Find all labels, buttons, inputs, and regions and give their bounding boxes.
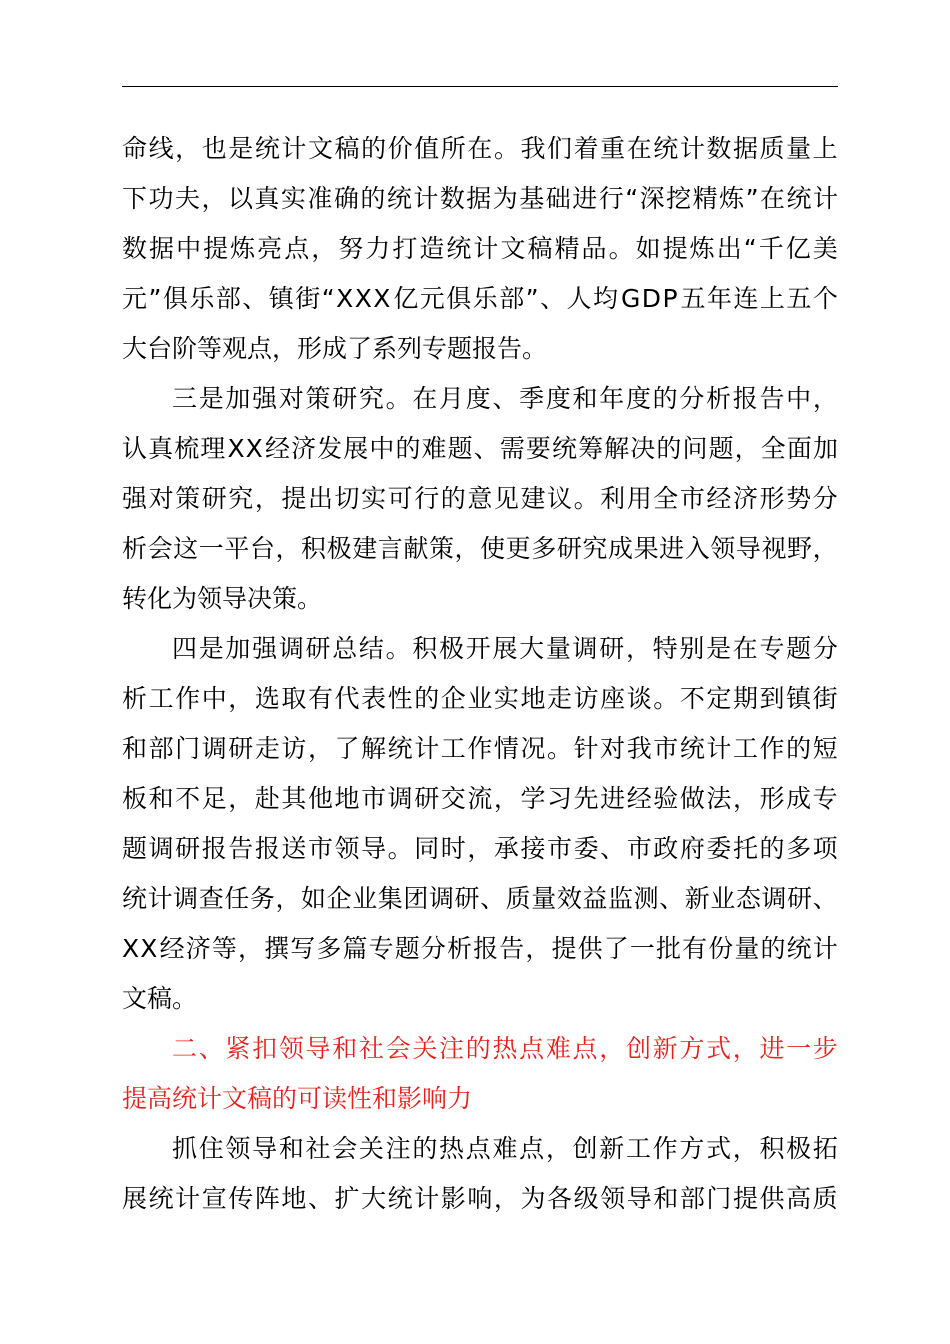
section-heading-line: 二 、 紧 扣 领 导 和 社 会 关 注 的 热 点 难 点 ， 创 新 方 式 ， 进 一 步 bbox=[172, 1034, 838, 1063]
text-line: 和 部 门 调 研 走 访 ， 了 解 统 计 工 作 情 况 。 针 对 我 市 统 计 工 作 的 短 bbox=[122, 734, 838, 763]
text-line: 抓 住 领 导 和 社 会 关 注 的 热 点 难 点 ， 创 新 工 作 方 式 ， 积 极 拓 bbox=[172, 1134, 838, 1163]
text-line: 四 是 加 强 调 研 总 结 。 积 极 开 展 大 量 调 研 ， 特 别 是 在 专 题 分 bbox=[172, 634, 838, 663]
text-line: 命 线 ， 也 是 统 计 文 稿 的 价 值 所 在 。 我 们 着 重 在 统 计 数 据 质 量 上 bbox=[122, 134, 838, 163]
text-line: 转化为领导决策。 bbox=[122, 584, 323, 613]
text-line: 析 会 这 一 平 台 ， 积 极 建 言 献 策 ， 使 更 多 研 究 成 果 进 入 领 导 视 野 ， bbox=[122, 534, 838, 563]
text-line: 元 ” 俱 乐 部 、 镇 街 “ X X X 亿 元 俱 乐 部 ” 、 人 均 G D P 五 年 连 上 五 个 bbox=[122, 284, 838, 313]
text-line: 统 计 调 查 任 务 ， 如 企 业 集 团 调 研 、 质 量 效 益 监 测 、 新 业 态 调 研 、 bbox=[122, 884, 838, 913]
body-text bbox=[122, 124, 838, 1224]
text-line: 文稿。 bbox=[122, 984, 198, 1013]
header-rule bbox=[122, 86, 838, 87]
text-line: 题 调 研 报 告 报 送 市 领 导 。 同 时 ， 承 接 市 委 、 市 政 府 委 托 的 多 项 bbox=[122, 834, 838, 863]
text-line: 下 功 夫 ， 以 真 实 准 确 的 统 计 数 据 为 基 础 进 行 “ 深 挖 精 炼 ” 在 统 计 bbox=[122, 184, 838, 213]
text-line: 大台阶等观点，形成了系列专题报告。 bbox=[122, 334, 548, 363]
text-line: X X 经 济 等 ， 撰 写 多 篇 专 题 分 析 报 告 ， 提 供 了 一 批 有 份 量 的 统 计 bbox=[122, 934, 838, 963]
text-line: 展 统 计 宣 传 阵 地 、 扩 大 统 计 影 响 ， 为 各 级 领 导 和 部 门 提 供 高 质 bbox=[122, 1184, 838, 1213]
text-line: 三 是 加 强 对 策 研 究 。 在 月 度 、 季 度 和 年 度 的 分 析 报 告 中 ， bbox=[172, 384, 838, 413]
text-line: 强 对 策 研 究 ， 提 出 切 实 可 行 的 意 见 建 议 。 利 用 全 市 经 济 形 势 分 bbox=[122, 484, 838, 513]
section-heading-line: 提高统计文稿的可读性和影响力 bbox=[122, 1084, 473, 1113]
text-line: 析 工 作 中 ， 选 取 有 代 表 性 的 企 业 实 地 走 访 座 谈 。 不 定 期 到 镇 街 bbox=[122, 684, 838, 713]
text-line: 数 据 中 提 炼 亮 点 ， 努 力 打 造 统 计 文 稿 精 品 。 如 提 炼 出 “ 千 亿 美 bbox=[122, 234, 838, 263]
text-line: 认 真 梳 理 X X 经 济 发 展 中 的 难 题 、 需 要 统 筹 解 决 的 问 题 ， 全 面 加 bbox=[122, 434, 838, 463]
text-line: 板 和 不 足 ， 赴 其 他 地 市 调 研 交 流 ， 学 习 先 进 经 验 做 法 ， 形 成 专 bbox=[122, 784, 838, 813]
